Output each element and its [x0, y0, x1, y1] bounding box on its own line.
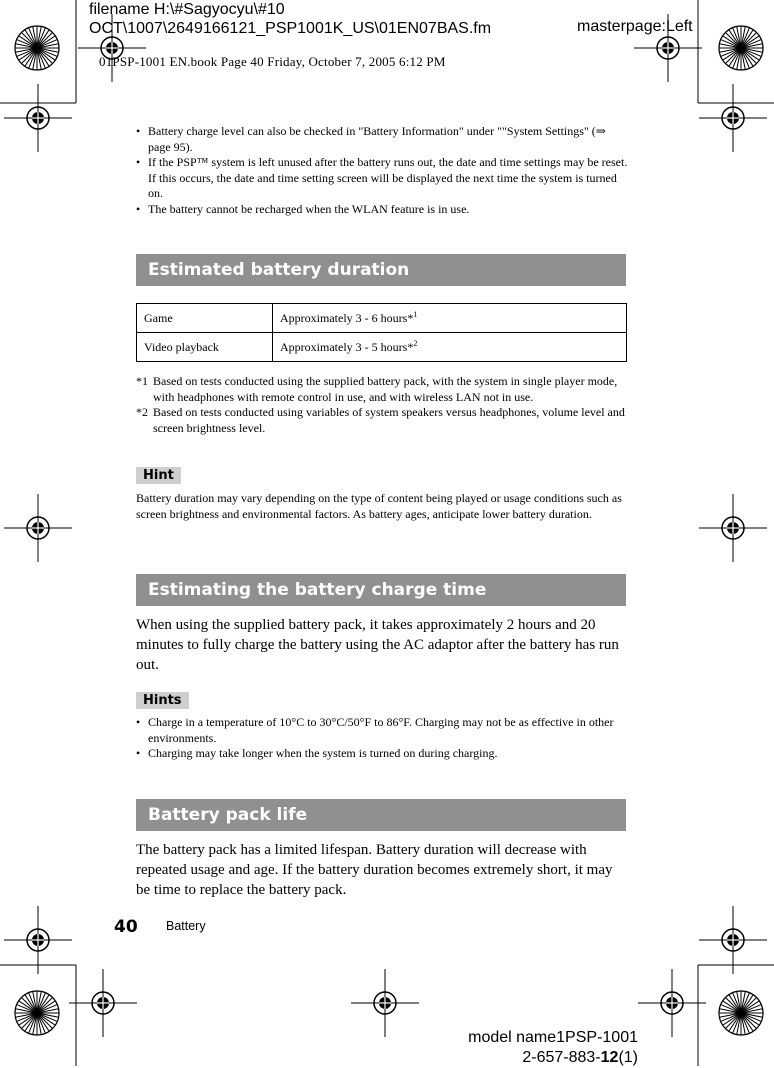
registration-mark — [699, 84, 767, 152]
list-item: • The battery cannot be recharged when the WLAN feature is in use. — [136, 202, 628, 218]
star-target-mark — [15, 991, 59, 1035]
table-cell-label: Game — [137, 304, 273, 333]
hints-label: Hints — [136, 692, 189, 709]
battery-life-body: The battery pack has a limited lifespan. Battery duration will decrease with repeated usage and age. If the battery duration becomes extremely short, it may be time to replace the battery pack. — [136, 842, 613, 898]
part-number-line: 2-657-883-12(1) — [522, 1049, 638, 1066]
list-item: • If the PSP™ system is left unused after the battery runs out, the date and time settings may be reset. If this occurs, the date and time setting screen will be displayed the next time the system is turned on. — [136, 155, 628, 202]
hint-label: Hint — [136, 467, 181, 484]
registration-mark — [699, 494, 767, 562]
charge-time-body: When using the supplied battery pack, it takes approximately 2 hours and 20 minutes to fully charge the battery using the AC adaptor after the battery has run out. — [136, 617, 619, 673]
chapter-name: Battery — [166, 919, 206, 933]
registration-mark — [4, 906, 72, 974]
footnote — [136, 405, 626, 436]
star-target-mark — [719, 991, 763, 1035]
table-row — [137, 304, 627, 333]
footnote-text: Based on tests conducted using the supplied battery pack, with the system in single player mode, with headphones with remote control in use, and with wireless LAN not in use. — [153, 374, 618, 404]
star-target-mark — [719, 26, 763, 70]
masterpage-label: masterpage:Left — [577, 18, 693, 35]
hint-text: Battery duration may vary depending on the type of content being played or usage conditions such as screen brightness and environmental factors. As battery ages, anticipate lower battery duration. — [136, 491, 622, 521]
page-number: 40 — [114, 917, 138, 937]
battery-duration-table — [136, 303, 627, 362]
table-cell-value: Approximately 3 - 5 hours*$^2$ — [273, 333, 627, 362]
footnotes — [136, 374, 626, 436]
list-item: • Battery charge level can also be checked in "Battery Information" under ""System Settings" (⇒ page 95). — [136, 124, 628, 155]
filename-label — [89, 0, 491, 38]
footnote-mark: *1 — [136, 374, 148, 388]
registration-mark — [69, 969, 137, 1037]
book-info-line: 01PSP-1001 EN.book Page 40 Friday, October 7, 2005 6:12 PM — [99, 54, 446, 69]
filename-line-2: OCT\1007\2649166121_PSP1001K_US\01EN07BAS.fm — [89, 20, 492, 37]
list-item: • Charging may take longer when the system is turned on during charging. — [136, 746, 628, 762]
list-item: • Charge in a temperature of 10°C to 30°C/50°F to 86°F. Charging may not be as effective in other environments. — [136, 715, 628, 746]
registration-mark — [638, 969, 706, 1037]
section-header-charge-time: Estimating the battery charge time — [136, 574, 626, 606]
filename-line-1: filename H:\#Sagyocyu\#10 — [89, 1, 285, 18]
footnote-text: Based on tests conducted using variables of system speakers versus headphones, volume level and screen brightness level. — [153, 405, 625, 435]
star-target-mark — [15, 26, 59, 70]
footnote — [136, 374, 626, 405]
table-cell-value: Approximately 3 - 6 hours*$^1$ — [273, 304, 627, 333]
registration-mark — [4, 84, 72, 152]
table-cell-label: Video playback — [137, 333, 273, 362]
registration-mark — [4, 494, 72, 562]
registration-mark — [699, 906, 767, 974]
table-row — [137, 333, 627, 362]
registration-mark — [351, 969, 419, 1037]
hints-bullet-list — [136, 715, 628, 762]
section-header-battery-duration: Estimated battery duration — [136, 254, 626, 286]
model-info — [468, 1028, 638, 1068]
intro-bullet-list — [136, 124, 628, 217]
footnote-mark: *2 — [136, 405, 148, 419]
section-header-battery-life: Battery pack life — [136, 799, 626, 831]
model-name-line: model name1PSP-1001 — [468, 1029, 638, 1046]
